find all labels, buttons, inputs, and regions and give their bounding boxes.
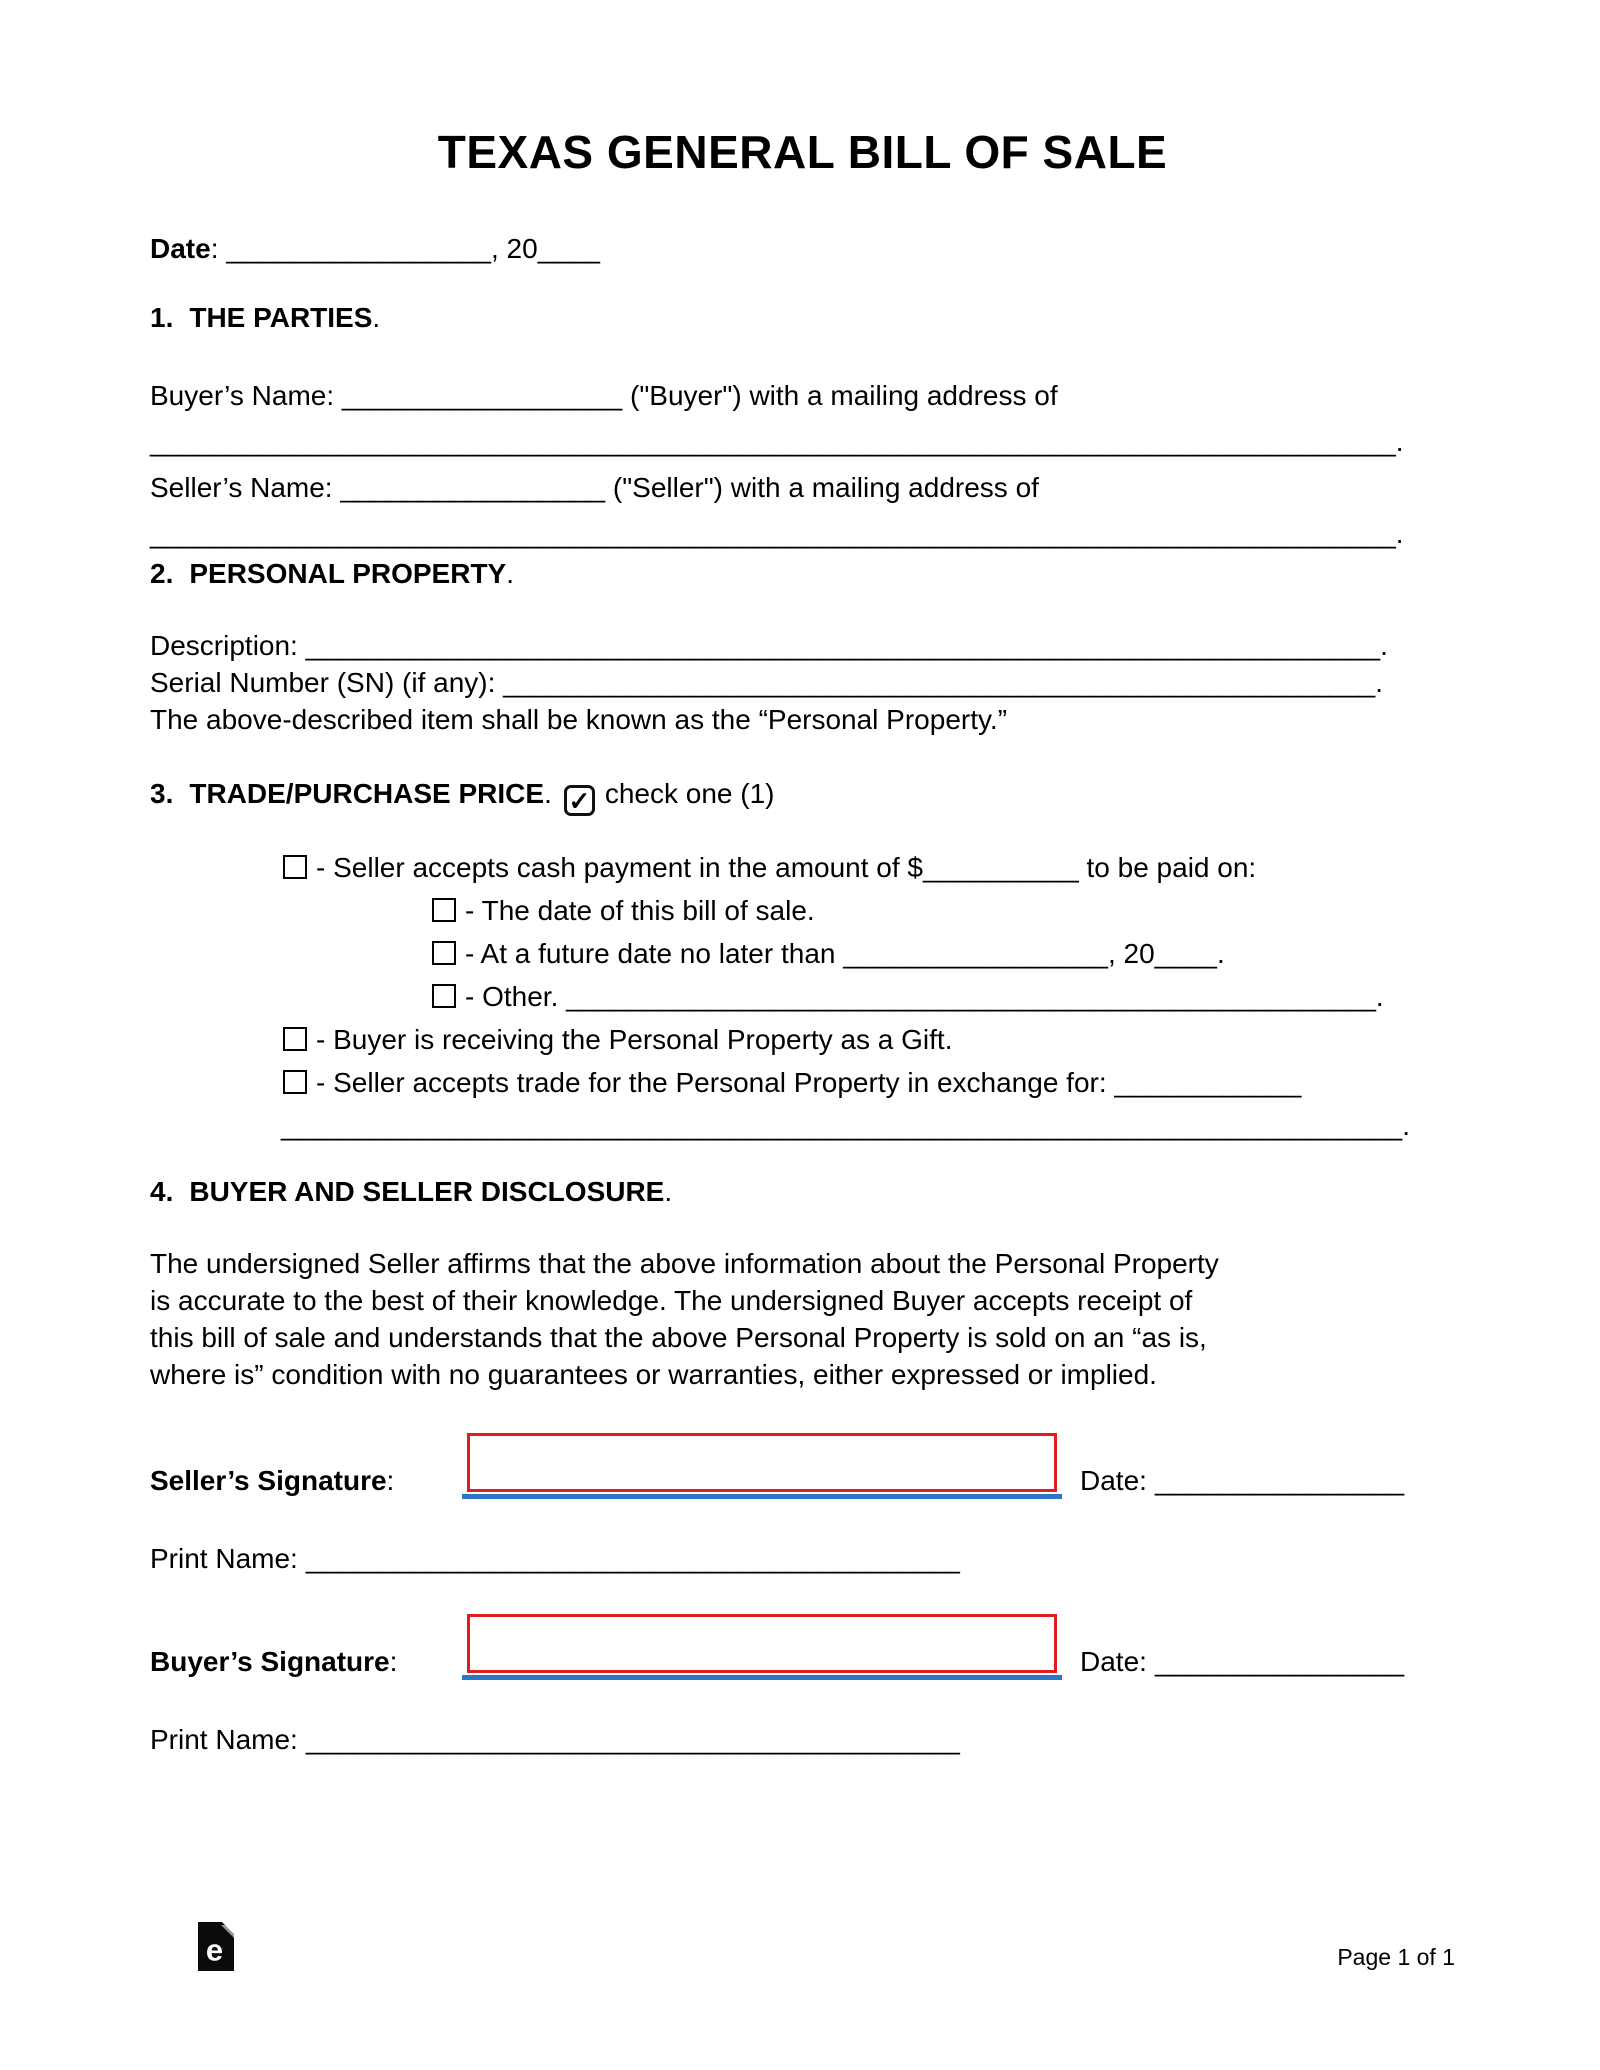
buyer-print-label: Print Name: xyxy=(150,1724,298,1755)
eforms-logo-letter: e xyxy=(205,1932,224,1968)
section-4-title: BUYER AND SELLER DISCLOSURE xyxy=(189,1176,665,1207)
buyer-date-label: Date: xyxy=(1080,1646,1147,1677)
disclosure-paragraph xyxy=(150,1245,1455,1393)
checkbox-icon[interactable] xyxy=(283,1027,307,1051)
seller-name-line: Seller’s Name: _________________ ("Seller") with a mailing address of xyxy=(150,472,1039,503)
date-line xyxy=(150,231,1455,267)
page-footer xyxy=(150,1922,1455,1971)
section-4-heading: 4. BUYER AND SELLER DISCLOSURE. xyxy=(150,1176,673,1207)
checkbox-option-other xyxy=(150,975,1455,1018)
option-text: - The date of this bill of sale. xyxy=(465,895,815,926)
section-2-heading: 2. PERSONAL PROPERTY. xyxy=(150,558,515,589)
option-text: - Seller accepts cash payment in the amount of $__________ to be paid on: xyxy=(316,852,1257,883)
disclosure-line: where is” condition with no guarantees or warranties, either expressed or implied. xyxy=(150,1359,1157,1390)
buyer-date-field xyxy=(1080,1644,1404,1680)
serial-number-line: Serial Number (SN) (if any): ________________________________________________________. xyxy=(150,667,1384,698)
buyer-signature-input-box[interactable] xyxy=(467,1614,1057,1673)
trade-continuation-line xyxy=(150,1104,1455,1147)
page-number: Page 1 of 1 xyxy=(1337,1944,1455,1970)
section-1-heading: 1. THE PARTIES. xyxy=(150,302,381,333)
checked-checkbox-icon: ✓ xyxy=(564,785,595,816)
option-text: - At a future date no later than _________________, 20____. xyxy=(465,938,1225,969)
date-blank: : _________________, 20____ xyxy=(210,233,600,264)
option-text: - Seller accepts trade for the Personal Property in exchange for: ____________ xyxy=(316,1067,1302,1098)
checkbox-icon[interactable] xyxy=(283,1070,307,1094)
seller-date-field xyxy=(1080,1463,1404,1499)
seller-signature-label: Seller’s Signature: xyxy=(150,1465,395,1496)
form-title: TEXAS GENERAL BILL OF SALE xyxy=(437,126,1168,178)
checkbox-icon[interactable] xyxy=(283,855,307,879)
seller-date-label: Date: xyxy=(1080,1465,1147,1496)
option-text: - Other. ____________________________________________________. xyxy=(465,981,1384,1012)
personal-property-block xyxy=(150,627,1455,738)
buyer-print-name-row xyxy=(150,1722,1455,1758)
description-line: Description: _____________________________________________________________________. xyxy=(150,630,1388,661)
buyer-print-blank: __________________________________________ xyxy=(305,1724,960,1755)
seller-signature-line xyxy=(462,1494,1062,1499)
seller-date-blank: ________________ xyxy=(1154,1465,1405,1496)
checkbox-icon[interactable] xyxy=(432,898,456,922)
section-1-number: 1. xyxy=(150,302,174,333)
option-text: - Buyer is receiving the Personal Property as a Gift. xyxy=(316,1024,953,1055)
buyer-address-line: ________________________________________________________________________________. xyxy=(150,426,1404,457)
seller-print-name-row xyxy=(150,1541,1455,1577)
buyer-signature-field xyxy=(462,1614,1062,1680)
seller-address-line: ________________________________________________________________________________. xyxy=(150,518,1404,549)
check-one-instruction: check one (1) xyxy=(604,778,775,809)
seller-print-label: Print Name: xyxy=(150,1543,298,1574)
option-text: ________________________________________________________________________. xyxy=(281,1110,1410,1141)
section-2-number: 2. xyxy=(150,558,174,589)
section-2-title: PERSONAL PROPERTY xyxy=(189,558,507,589)
checkbox-option-gift xyxy=(150,1018,1455,1061)
seller-signature-field xyxy=(462,1433,1062,1499)
buyer-signature-row xyxy=(150,1614,1455,1680)
seller-signature-row xyxy=(150,1433,1455,1499)
disclosure-line: is accurate to the best of their knowledge. The undersigned Buyer accepts receipt of xyxy=(150,1285,1193,1316)
section-3-number: 3. xyxy=(150,778,174,809)
folded-corner xyxy=(222,1922,234,1934)
section-4-number: 4. xyxy=(150,1176,174,1207)
section-3-title: TRADE/PURCHASE PRICE xyxy=(189,778,545,809)
disclosure-line: The undersigned Seller affirms that the above information about the Personal Property xyxy=(150,1248,1219,1279)
buyer-date-blank: ________________ xyxy=(1154,1646,1405,1677)
checkbox-option-trade xyxy=(150,1061,1455,1104)
parties-block xyxy=(150,373,1455,557)
section-1-title: THE PARTIES xyxy=(189,302,373,333)
checkbox-option-cash xyxy=(150,846,1455,889)
checkbox-icon[interactable] xyxy=(432,941,456,965)
eforms-logo-icon xyxy=(198,1922,234,1971)
buyer-name-line: Buyer’s Name: __________________ ("Buyer") with a mailing address of xyxy=(150,380,1058,411)
price-options-list xyxy=(150,846,1455,1147)
checkbox-option-future-date xyxy=(150,932,1455,975)
buyer-signature-line xyxy=(462,1675,1062,1680)
date-label: Date xyxy=(150,233,211,264)
seller-signature-input-box[interactable] xyxy=(467,1433,1057,1492)
known-as-line: The above-described item shall be known as the “Personal Property.” xyxy=(150,704,1008,735)
disclosure-line: this bill of sale and understands that the above Personal Property is sold on an “as is, xyxy=(150,1322,1207,1353)
checkbox-icon[interactable] xyxy=(432,984,456,1008)
seller-print-blank: __________________________________________ xyxy=(305,1543,960,1574)
checkbox-option-date-of-sale xyxy=(150,889,1455,932)
section-3-heading: 3. TRADE/PURCHASE PRICE. ✓ check one (1) xyxy=(150,778,775,816)
buyer-signature-label: Buyer’s Signature: xyxy=(150,1646,398,1677)
